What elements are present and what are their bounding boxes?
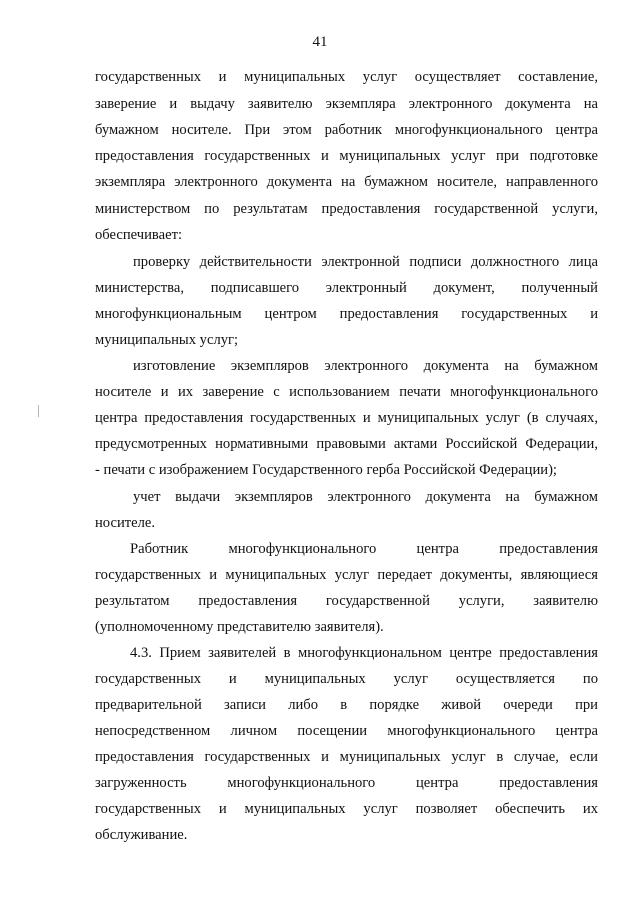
text-line: изготовление экземпляров электронного документа на бумажном (133, 358, 598, 374)
text-line: государственных и муниципальных услуг позволяет обеспечить их (95, 801, 598, 817)
text-line: обслуживание. (95, 827, 188, 843)
text-line: предоставления государственных и муниципальных услуг в случае, если (95, 749, 598, 765)
text-line: (уполномоченному представителю заявителя). (95, 619, 384, 635)
text-line: 4.3. Прием заявителей в многофункциональном центре предоставления (130, 645, 598, 661)
text-line: министерством по результатам предоставления государственной услуги, (95, 201, 598, 217)
text-line: государственных и муниципальных услуг осуществляется по (95, 671, 598, 687)
text-line: министерства, подписавшего электронный документ, полученный (95, 280, 598, 296)
text-line: результатом предоставления государственной услуги, заявителю (95, 593, 598, 609)
text-line: загруженность многофункционального центра предоставления (95, 775, 598, 791)
text-line: бумажном носителе. При этом работник многофункционального центра (95, 122, 598, 138)
text-line: носителе. (95, 515, 156, 531)
text-line: носителе и их заверение с использованием печати многофункционального (95, 384, 598, 400)
text-line: предварительной записи либо в порядке живой очереди при (95, 697, 598, 713)
text-line: экземпляра электронного документа на бумажном носителе, направленного (95, 174, 598, 190)
text-line: учет выдачи экземпляров электронного документа на бумажном (133, 489, 598, 505)
text-line: предоставления государственных и муниципальных услуг при подготовке (95, 148, 598, 164)
text-line: многофункциональным центром предоставления государственных и (95, 306, 598, 322)
text-line: проверку действительности электронной подписи должностного лица (133, 254, 598, 270)
text-line: государственных и муниципальных услуг осуществляет составление, (95, 69, 598, 85)
text-line: заверение и выдачу заявителю экземпляра электронного документа на (95, 96, 598, 112)
text-line: непосредственном личном посещении многофункционального центра (95, 723, 598, 739)
text-line: центра предоставления государственных и муниципальных услуг (в случаях, (95, 410, 598, 426)
text-line: обеспечивает: (95, 227, 183, 243)
text-line: предусмотренных нормативными правовыми актами Российской Федерации, (95, 436, 598, 452)
margin-mark (38, 405, 39, 417)
page-number: 41 (312, 34, 328, 50)
text-line: - печати с изображением Государственного герба Российской Федерации); (95, 462, 557, 478)
text-line: муниципальных услуг; (95, 332, 239, 348)
text-line: Работник многофункционального центра предоставления (130, 541, 598, 557)
text-line: государственных и муниципальных услуг передает документы, являющиеся (95, 567, 598, 583)
